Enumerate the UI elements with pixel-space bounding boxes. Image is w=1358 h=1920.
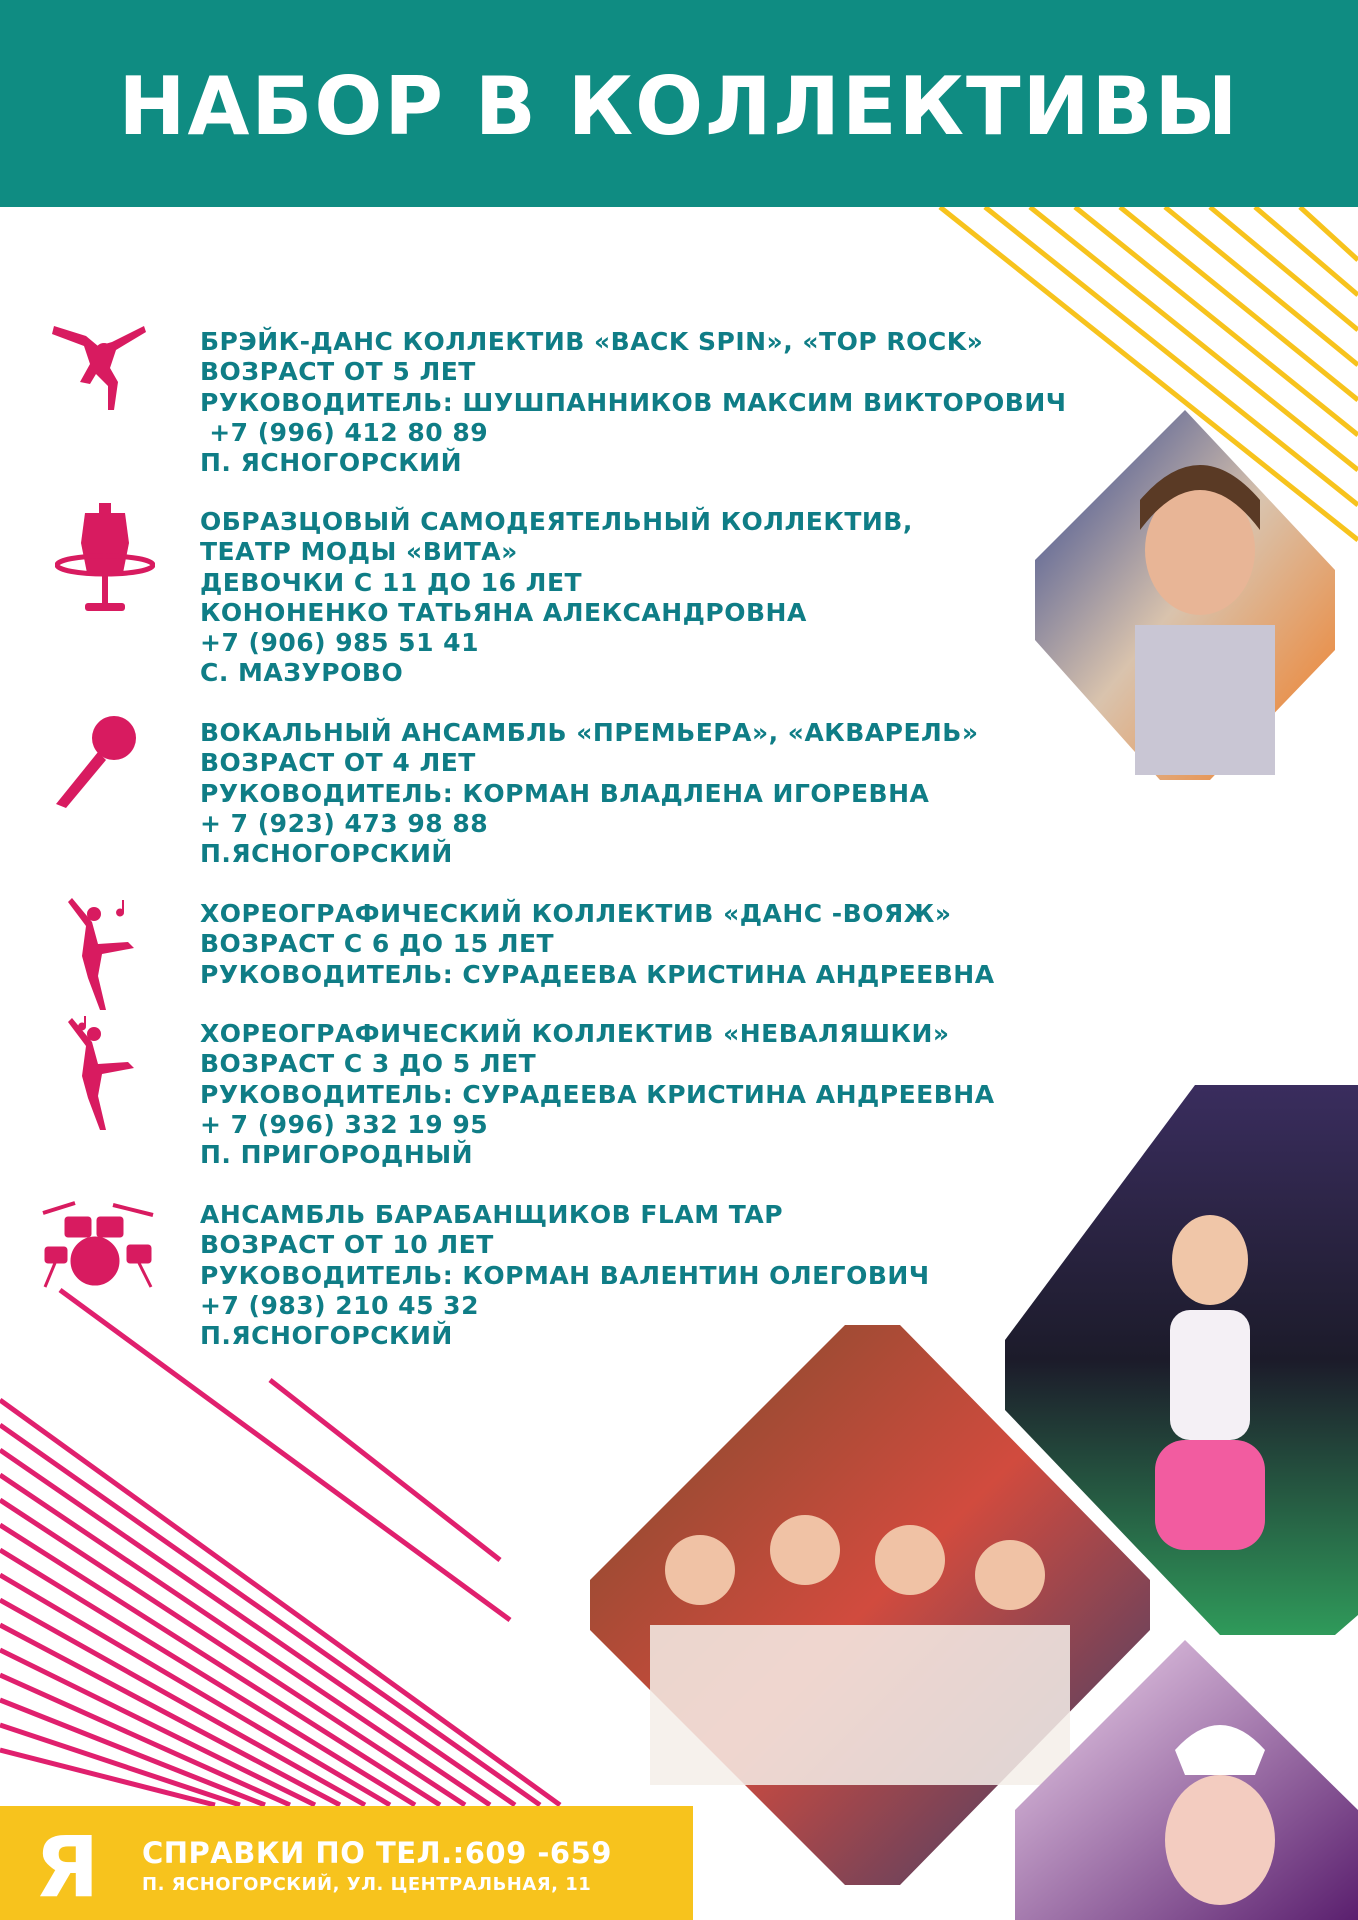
footer-contact-bar	[0, 1806, 693, 1920]
collective-vocal	[200, 718, 979, 869]
collective-phone: + 7 (923) 473 98 88	[200, 808, 489, 838]
collective-name: ВОКАЛЬНЫЙ АНСАМБЛЬ «ПРЕМЬЕРА», «АКВАРЕЛЬ»	[200, 718, 979, 747]
collective-leader: РУКОВОДИТЕЛЬ: СУРАДЕЕВА КРИСТИНА АНДРЕЕВНА	[200, 959, 995, 989]
collective-age: ВОЗРАСТ ОТ 5 ЛЕТ	[200, 357, 476, 387]
collective-dance-voyage	[200, 899, 995, 990]
collective-leader: РУКОВОДИТЕЛЬ: КОРМАН ВЛАДЛЕНА ИГОРЕВНА	[200, 778, 930, 808]
contact-phone: СПРАВКИ ПО ТЕЛ.:609 -659	[142, 1836, 612, 1870]
collective-name: ХОРЕОГРАФИЧЕСКИЙ КОЛЛЕКТИВ «ДАНС -ВОЯЖ»	[200, 899, 952, 928]
dancer-icon	[58, 1012, 148, 1132]
collective-name: АНСАМБЛЬ БАРАБАНЩИКОВ FLAM TAP	[200, 1200, 784, 1229]
breakdancer-icon	[50, 322, 146, 414]
svg-text:Я: Я	[34, 1820, 100, 1910]
dancer-icon	[58, 892, 148, 1012]
mannequin-icon	[55, 503, 155, 623]
collective-drummers	[200, 1200, 930, 1351]
collective-breakdance	[200, 327, 1066, 478]
photo-girl-costume	[1015, 1640, 1358, 1920]
collective-age: ДЕВОЧКИ С 11 ДО 16 ЛЕТ	[200, 567, 583, 597]
collective-age: ВОЗРАСТ С 6 ДО 15 ЛЕТ	[200, 929, 555, 959]
collective-location: П.ЯСНОГОРСКИЙ	[200, 839, 453, 869]
collective-location: П. ЯСНОГОРСКИЙ	[200, 448, 463, 478]
collective-location: П. ПРИГОРОДНЫЙ	[200, 1140, 474, 1170]
collective-name: БРЭЙК-ДАНС КОЛЛЕКТИВ «BACK SPIN», «TOP ROCK»	[200, 327, 984, 356]
collective-fashion-theatre	[200, 507, 913, 689]
collective-phone: +7 (983) 210 45 32	[200, 1290, 479, 1320]
collective-location: С. МАЗУРОВО	[200, 658, 404, 688]
header-banner	[0, 0, 1358, 207]
logo-icon	[22, 1820, 112, 1910]
page-title: НАБОР В КОЛЛЕКТИВЫ	[118, 60, 1240, 153]
collective-leader: РУКОВОДИТЕЛЬ: СУРАДЕЕВА КРИСТИНА АНДРЕЕВНА	[200, 1079, 995, 1109]
collective-age: ВОЗРАСТ ОТ 4 ЛЕТ	[200, 748, 476, 778]
collective-phone: +7 (996) 412 80 89	[200, 417, 489, 447]
collective-age: ВОЗРАСТ ОТ 10 ЛЕТ	[200, 1230, 494, 1260]
collective-leader: РУКОВОДИТЕЛЬ: КОРМАН ВАЛЕНТИН ОЛЕГОВИЧ	[200, 1260, 930, 1290]
photo-girl-singing	[1035, 410, 1335, 780]
collective-location: П.ЯСНОГОРСКИЙ	[200, 1321, 453, 1351]
collective-nevalyashki	[200, 1019, 995, 1170]
collective-phone: + 7 (996) 332 19 95	[200, 1109, 489, 1139]
collective-name-2: ТЕАТР МОДЫ «ВИТА»	[200, 537, 518, 567]
collective-phone: +7 (906) 985 51 41	[200, 628, 479, 658]
collective-name: ОБРАЗЦОВЫЙ САМОДЕЯТЕЛЬНЫЙ КОЛЛЕКТИВ,	[200, 507, 913, 536]
collective-leader: РУКОВОДИТЕЛЬ: ШУШПАННИКОВ МАКСИМ ВИКТОРОВИЧ	[200, 387, 1067, 417]
drum-kit-icon	[35, 1195, 160, 1290]
contact-address: П. ЯСНОГОРСКИЙ, УЛ. ЦЕНТРАЛЬНАЯ, 11	[142, 1874, 592, 1895]
collective-leader: КОНОНЕНКО ТАТЬЯНА АЛЕКСАНДРОВНА	[200, 597, 807, 627]
collective-age: ВОЗРАСТ С 3 ДО 5 ЛЕТ	[200, 1049, 537, 1079]
collective-name: ХОРЕОГРАФИЧЕСКИЙ КОЛЛЕКТИВ «НЕВАЛЯШКИ»	[200, 1019, 950, 1048]
microphone-icon	[52, 712, 142, 812]
